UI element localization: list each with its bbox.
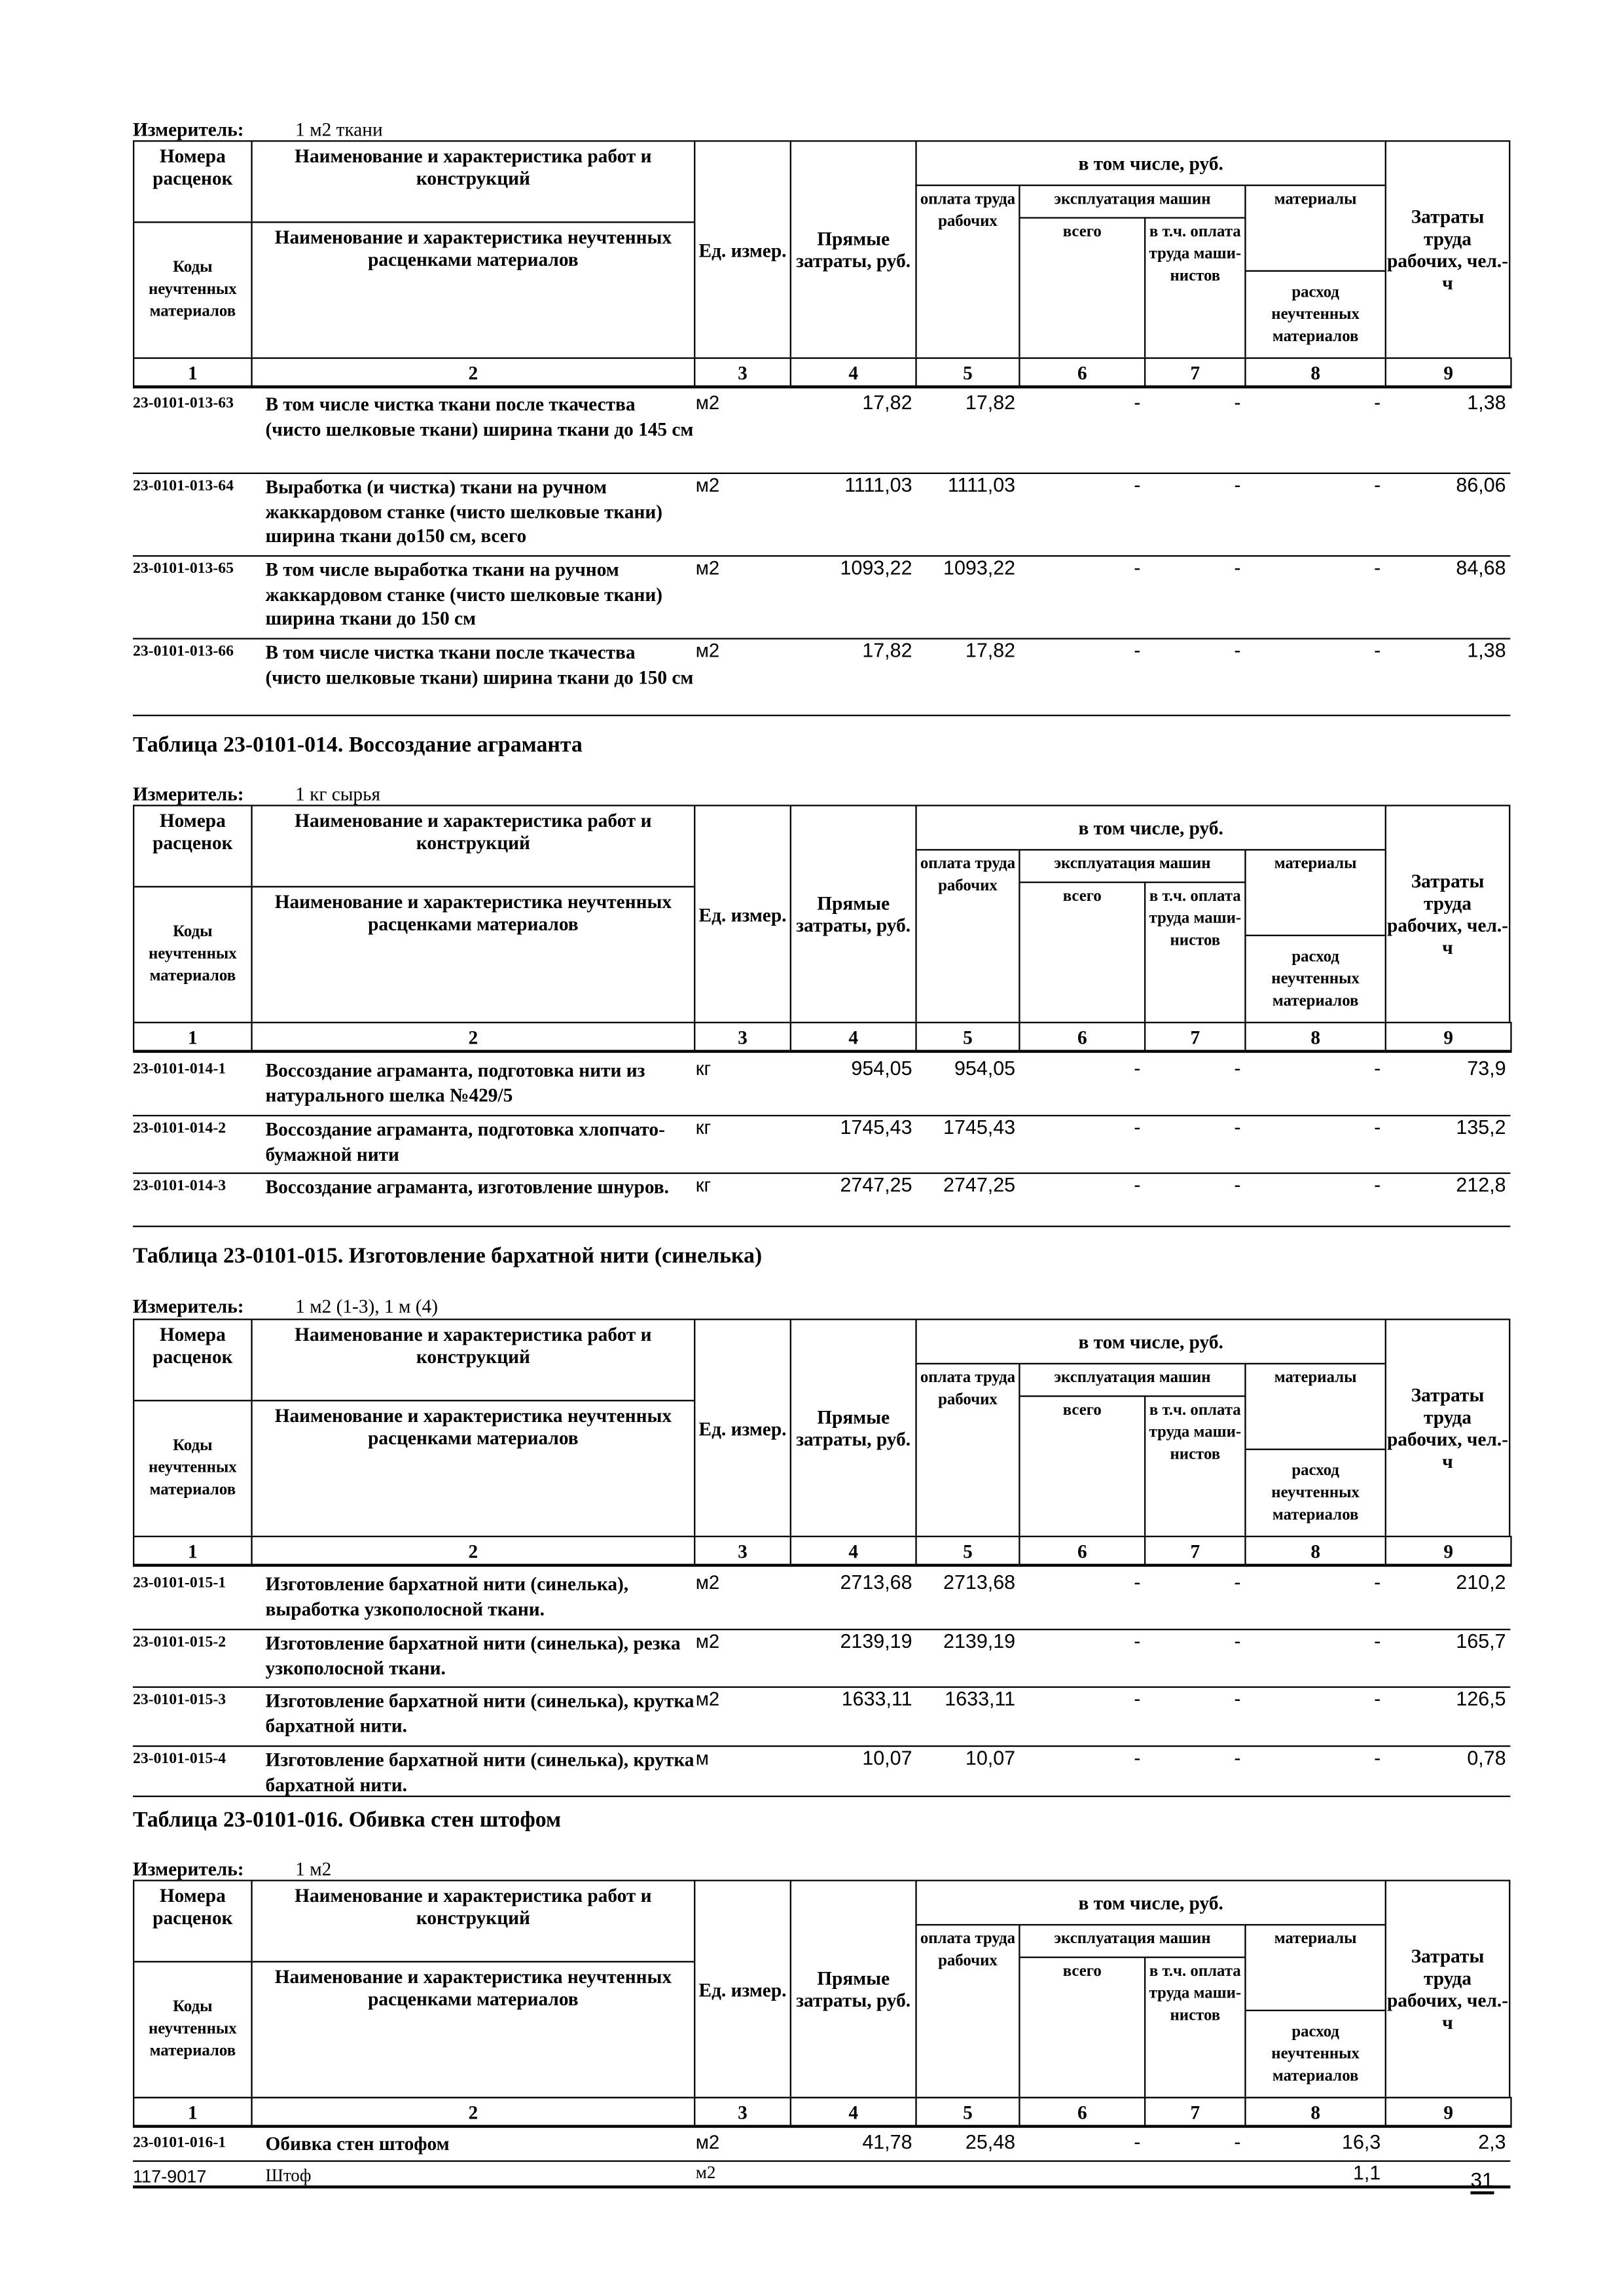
value-mach-wage (1145, 2162, 1245, 2191)
value-direct: 1093,22 (840, 556, 912, 579)
header-col-unit: Ед. измер. (694, 1880, 791, 2098)
header-col-labor: Затраты труда рабочих, чел.-ч (1385, 1319, 1511, 1537)
header-col-mach-total: всего (1019, 1957, 1146, 2099)
measure-value: 1 м2 (295, 1857, 332, 1880)
value-mat: - (1374, 391, 1381, 414)
header-col-codes: Коды неучтенных материалов (133, 886, 253, 1023)
value-wage: 1745,43 (943, 1116, 1016, 1139)
value-wage: 17,82 (965, 391, 1016, 414)
work-description: В том числе чистка ткани после ткачества (чисто шелковые ткани) ширина ткани до 145 см (265, 392, 694, 440)
header-col-machines: эксплуатация машин (1019, 1924, 1246, 1958)
value-labor: 0,78 (1467, 1747, 1506, 1770)
table-header (133, 1319, 1510, 1565)
header-column-number: 9 (1385, 357, 1512, 388)
value-labor (1385, 2162, 1510, 2191)
header-column-number: 6 (1019, 2097, 1146, 2128)
header-col-mach-wage: в т.ч. оплата труда маши-нистов (1144, 217, 1246, 359)
header-column-number: 5 (915, 1536, 1020, 1567)
header-col-num: Номера расценок (133, 1319, 253, 1401)
measure-value: 1 м2 (1-3), 1 м (4) (295, 1295, 439, 1317)
value-mach: - (1134, 639, 1141, 662)
header-col-mach-total: всего (1019, 1395, 1146, 1537)
header-column-number: 9 (1385, 1022, 1512, 1053)
header-col-machines: эксплуатация машин (1019, 185, 1246, 219)
unit: м2 (695, 1571, 720, 1594)
header-col-materials: материалы (1244, 1924, 1386, 2011)
unit: м2 (695, 391, 720, 414)
header-column-number: 3 (694, 1536, 791, 1567)
header-col-incl: в том числе, руб. (915, 140, 1386, 186)
header-column-number: 6 (1019, 1536, 1146, 1567)
work-description: Изготовление бархатной нити (синелька), крутка бархатной нити. (265, 1748, 695, 1795)
header-column-number: 3 (694, 1022, 791, 1053)
value-mach (1020, 2162, 1145, 2191)
header-col-mach-total: всего (1019, 217, 1146, 359)
value-labor: 73,9 (1467, 1057, 1506, 1080)
header-col-unit: Ед. измер. (694, 140, 791, 359)
value-mach-wage: - (1234, 639, 1241, 662)
header-col-incl: в том числе, руб. (915, 1880, 1386, 1925)
value-direct: 10,07 (862, 1747, 912, 1770)
header-col-materials: материалы (1244, 849, 1386, 936)
measure-line (133, 782, 380, 806)
value-mach-wage: - (1234, 1571, 1241, 1594)
header-col-mat-usage: расход неучтенных материалов (1244, 270, 1386, 359)
header-column-number: 1 (133, 1022, 253, 1053)
value-mach-wage: - (1234, 1057, 1241, 1080)
value-wage: 1093,22 (943, 556, 1016, 579)
table-row (133, 1174, 1510, 1227)
rate-code: 117-9017 (132, 2166, 207, 2187)
header-col-name: Наименование и характеристика работ и конструкций (251, 1319, 695, 1401)
table-row (133, 1747, 1510, 1797)
unit: м2 (695, 2130, 720, 2153)
header-col-labor: Затраты труда рабочих, чел.-ч (1385, 805, 1511, 1023)
header-column-number: 5 (915, 357, 1020, 388)
page-number: 31 (1470, 2168, 1493, 2195)
header-col-mat-usage: расход неучтенных материалов (1244, 935, 1386, 1023)
header-column-number: 3 (694, 2097, 791, 2128)
value-labor: 126,5 (1456, 1688, 1506, 1710)
header-column-number: 6 (1019, 357, 1146, 388)
header-col-machines: эксплуатация машин (1019, 849, 1246, 883)
value-mach-wage: - (1234, 474, 1241, 496)
header-column-number: 2 (251, 2097, 695, 2128)
value-mat: - (1374, 1630, 1381, 1652)
header-col-num: Номера расценок (133, 805, 253, 887)
unit: м2 (695, 474, 720, 496)
unit: м (695, 1747, 709, 1770)
table-row (133, 1571, 1510, 1630)
value-mach-wage: - (1234, 1747, 1241, 1770)
header-column-number: 9 (1385, 2097, 1512, 2128)
value-wage: 17,82 (965, 639, 1016, 662)
header-col-mat-name: Наименование и характеристика неучтенных расценками материалов (251, 1961, 695, 2098)
rate-code: 23-0101-015-2 (132, 1634, 226, 1651)
table-row (133, 474, 1510, 556)
header-column-number: 7 (1144, 357, 1246, 388)
header-column-number: 5 (915, 1022, 1020, 1053)
header-column-number: 1 (133, 2097, 253, 2128)
value-wage: 2139,19 (943, 1630, 1016, 1652)
header-col-mach-wage: в т.ч. оплата труда маши-нистов (1144, 1395, 1246, 1537)
value-mat: - (1374, 1116, 1381, 1139)
value-wage: 1111,03 (947, 474, 1016, 496)
value-mach-wage: - (1234, 556, 1241, 579)
rate-code: 23-0101-013-65 (132, 561, 234, 577)
header-col-direct: Прямые затраты, руб. (790, 140, 917, 359)
table-header (133, 140, 1510, 387)
value-labor: 210,2 (1456, 1571, 1506, 1594)
rate-code: 23-0101-014-1 (132, 1061, 226, 1078)
value-mat: 16,3 (1342, 2130, 1381, 2153)
header-col-labor: Затраты труда рабочих, чел.-ч (1385, 140, 1511, 359)
header-col-name: Наименование и характеристика работ и конструкций (251, 140, 695, 223)
header-column-number: 2 (251, 1022, 695, 1053)
value-labor: 165,7 (1456, 1630, 1506, 1652)
value-labor: 212,8 (1456, 1174, 1506, 1196)
value-mach: - (1134, 1688, 1141, 1710)
header-col-codes: Коды неучтенных материалов (133, 221, 253, 359)
header-col-wage: оплата труда рабочих (915, 1363, 1020, 1537)
rate-code: 23-0101-016-1 (132, 2135, 226, 2152)
header-col-wage: оплата труда рабочих (915, 849, 1020, 1023)
work-description: В том числе чистка ткани после ткачества (чисто шелковые ткани) ширина ткани до 150 см (265, 640, 694, 687)
header-col-name: Наименование и характеристика работ и конструкций (251, 805, 695, 887)
work-description: Воссоздание аграманта, изготовление шнуров. (265, 1175, 669, 1198)
value-direct: 2713,68 (840, 1571, 912, 1594)
rate-code: 23-0101-013-66 (132, 644, 234, 661)
header-col-mat-name: Наименование и характеристика неучтенных расценками материалов (251, 1400, 695, 1537)
measure-label: Измеритель: (132, 1857, 244, 1880)
rate-code: 23-0101-015-4 (132, 1751, 226, 1768)
measure-line (133, 118, 383, 141)
header-column-number: 9 (1385, 1536, 1512, 1567)
header-column-number: 2 (251, 1536, 695, 1567)
header-col-num: Номера расценок (133, 140, 253, 223)
table-row (133, 1630, 1510, 1688)
header-column-number: 8 (1244, 1022, 1386, 1053)
header-col-name: Наименование и характеристика работ и конструкций (251, 1880, 695, 1962)
value-mach: - (1134, 474, 1141, 496)
header-column-number: 7 (1144, 1022, 1246, 1053)
header-col-codes: Коды неучтенных материалов (133, 1961, 253, 2098)
rate-code: 23-0101-014-2 (132, 1120, 226, 1137)
value-labor: 135,2 (1456, 1116, 1506, 1139)
measure-label: Измеритель: (132, 1295, 244, 1317)
header-column-number: 3 (694, 357, 791, 388)
value-mach: - (1134, 1630, 1141, 1652)
value-wage: 2747,25 (943, 1174, 1016, 1196)
header-column-number: 8 (1244, 1536, 1386, 1567)
header-column-number: 4 (790, 2097, 917, 2128)
table-row (133, 392, 1510, 474)
work-description: Изготовление бархатной нити (синелька), выработка узкополосной ткани. (265, 1573, 629, 1620)
value-direct: 1111,03 (844, 474, 912, 496)
table-row (133, 1688, 1510, 1747)
header-col-mach-wage: в т.ч. оплата труда маши-нистов (1144, 1957, 1246, 2099)
unit: кг (695, 1174, 712, 1196)
measure-line (133, 1295, 438, 1319)
unit: кг (695, 1116, 712, 1139)
value-mat: - (1374, 1747, 1381, 1770)
value-direct: 2139,19 (840, 1630, 912, 1652)
value-direct: 1745,43 (840, 1116, 912, 1139)
value-wage: 25,48 (965, 2130, 1016, 2153)
value-mat: - (1374, 1174, 1381, 1196)
table-header (133, 1880, 1510, 2126)
value-mach-wage: - (1234, 1174, 1241, 1196)
value-mach-wage: - (1234, 2130, 1241, 2153)
value-mat: - (1374, 556, 1381, 579)
unit: м2 (695, 639, 720, 662)
rate-code: 23-0101-013-63 (132, 395, 234, 412)
header-col-labor: Затраты труда рабочих, чел.-ч (1385, 1880, 1511, 2098)
value-mach-wage: - (1234, 391, 1241, 414)
unit: кг (695, 1057, 712, 1080)
value-mat: - (1374, 639, 1381, 662)
header-col-unit: Ед. измер. (694, 805, 791, 1023)
work-description: В том числе выработка ткани на ручном жаккардовом станке (чисто шелковые ткани) ширина ткани до 150 см (265, 558, 663, 629)
rate-code: 23-0101-015-1 (132, 1575, 226, 1592)
unit: м2 (695, 1630, 720, 1652)
header-col-direct: Прямые затраты, руб. (790, 1319, 917, 1537)
header-col-machines: эксплуатация машин (1019, 1363, 1246, 1397)
header-col-direct: Прямые затраты, руб. (790, 805, 917, 1023)
value-direct (791, 2162, 916, 2191)
unit: м2 (695, 556, 720, 579)
table-title: Таблица 23-0101-014. Воссоздание аграманта (132, 733, 583, 758)
header-column-number: 2 (251, 357, 695, 388)
header-col-mach-wage: в т.ч. оплата труда маши-нистов (1144, 882, 1246, 1024)
value-direct: 41,78 (862, 2130, 912, 2153)
rate-code: 23-0101-014-3 (132, 1178, 226, 1195)
header-col-mat-name: Наименование и характеристика неучтенных расценками материалов (251, 886, 695, 1023)
value-direct: 17,82 (862, 639, 912, 662)
value-labor: 1,38 (1467, 391, 1506, 414)
header-col-codes: Коды неучтенных материалов (133, 1400, 253, 1537)
header-column-number: 7 (1144, 2097, 1246, 2128)
unit: м2 (695, 2162, 716, 2183)
table-body (133, 1571, 1510, 1797)
value-labor: 86,06 (1456, 474, 1506, 496)
value-wage: 10,07 (965, 1747, 1016, 1770)
header-column-number: 1 (133, 1536, 253, 1567)
header-col-wage: оплата труда рабочих (915, 1924, 1020, 2098)
value-mach: - (1134, 2130, 1141, 2153)
table-row (133, 640, 1510, 716)
header-col-incl: в том числе, руб. (915, 1319, 1386, 1364)
table-row (133, 1057, 1510, 1116)
header-col-mat-usage: расход неучтенных материалов (1244, 2010, 1386, 2098)
header-column-number: 5 (915, 2097, 1020, 2128)
measure-label: Измеритель: (132, 118, 244, 141)
header-col-materials: материалы (1244, 1363, 1386, 1450)
value-mach: - (1134, 1571, 1141, 1594)
unit: м2 (695, 1688, 720, 1710)
header-col-direct: Прямые затраты, руб. (790, 1880, 917, 2098)
header-col-mat-usage: расход неучтенных материалов (1244, 1449, 1386, 1537)
work-description: Воссоздание аграманта, подготовка нити из натурального шелка №429/5 (265, 1059, 645, 1106)
value-direct: 17,82 (862, 391, 912, 414)
value-wage: 2713,68 (943, 1571, 1016, 1594)
header-column-number: 7 (1144, 1536, 1246, 1567)
header-column-number: 4 (790, 1022, 917, 1053)
header-column-number: 8 (1244, 357, 1386, 388)
rate-code: 23-0101-013-64 (132, 478, 234, 495)
table-title: Таблица 23-0101-016. Обивка стен штофом (132, 1808, 562, 1833)
table-row (133, 1116, 1510, 1174)
value-mach: - (1134, 1057, 1141, 1080)
header-col-unit: Ед. измер. (694, 1319, 791, 1537)
value-direct: 2747,25 (840, 1174, 912, 1196)
table-title: Таблица 23-0101-015. Изготовление бархатной нити (синелька) (132, 1245, 763, 1269)
header-column-number: 4 (790, 357, 917, 388)
work-description: Изготовление бархатной нити (синелька), крутка бархатной нити. (265, 1689, 695, 1736)
work-description: Штоф (265, 2164, 312, 2186)
value-mach: - (1134, 391, 1141, 414)
value-mach-wage: - (1234, 1688, 1241, 1710)
table-row (133, 556, 1510, 639)
value-mach: - (1134, 556, 1141, 579)
header-column-number: 1 (133, 357, 253, 388)
header-col-mat-name: Наименование и характеристика неучтенных расценками материалов (251, 221, 695, 359)
measure-value: 1 м2 ткани (295, 118, 383, 141)
value-wage (916, 2162, 1020, 2191)
value-mat: 1,1 (1352, 2162, 1381, 2184)
table-body (133, 2131, 1510, 2191)
table-body (133, 1057, 1510, 1227)
value-labor: 2,3 (1478, 2130, 1506, 2153)
header-col-wage: оплата труда рабочих (915, 185, 1020, 359)
header-column-number: 6 (1019, 1022, 1146, 1053)
table-row (133, 2131, 1510, 2162)
value-mach-wage: - (1234, 1630, 1241, 1652)
value-direct: 954,05 (851, 1057, 912, 1080)
value-wage: 954,05 (954, 1057, 1016, 1080)
value-mach: - (1134, 1174, 1141, 1196)
value-mach: - (1134, 1116, 1141, 1139)
header-col-mach-total: всего (1019, 882, 1146, 1024)
value-mat: - (1374, 1057, 1381, 1080)
value-mat: - (1374, 474, 1381, 496)
table-body (133, 392, 1510, 716)
header-col-num: Номера расценок (133, 1880, 253, 1962)
value-mach-wage: - (1234, 1116, 1241, 1139)
measure-label: Измеритель: (132, 782, 244, 805)
measure-value: 1 кг сырья (295, 782, 380, 805)
rate-code: 23-0101-015-3 (132, 1692, 226, 1709)
value-wage: 1633,11 (945, 1688, 1016, 1710)
work-description: Изготовление бархатной нити (синелька), резка узкополосной ткани. (265, 1631, 681, 1679)
header-column-number: 8 (1244, 2097, 1386, 2128)
work-description: Обивка стен штофом (265, 2132, 450, 2155)
value-mach: - (1134, 1747, 1141, 1770)
value-mat: - (1374, 1688, 1381, 1710)
header-column-number: 4 (790, 1536, 917, 1567)
value-labor: 84,68 (1456, 556, 1506, 579)
value-mat: - (1374, 1571, 1381, 1594)
header-col-materials: материалы (1244, 185, 1386, 272)
work-description: Выработка (и чистка) ткани на ручном жаккардовом станке (чисто шелковые ткани) ширина ткани до150 см, всего (265, 475, 663, 547)
value-direct: 1633,11 (841, 1688, 912, 1710)
work-description: Воссоздание аграманта, подготовка хлопчато-бумажной нити (265, 1118, 665, 1165)
table-header (133, 805, 1510, 1051)
measure-line (133, 1857, 331, 1881)
material-row (133, 2162, 1510, 2191)
value-labor: 1,38 (1467, 639, 1506, 662)
header-col-incl: в том числе, руб. (915, 805, 1386, 850)
